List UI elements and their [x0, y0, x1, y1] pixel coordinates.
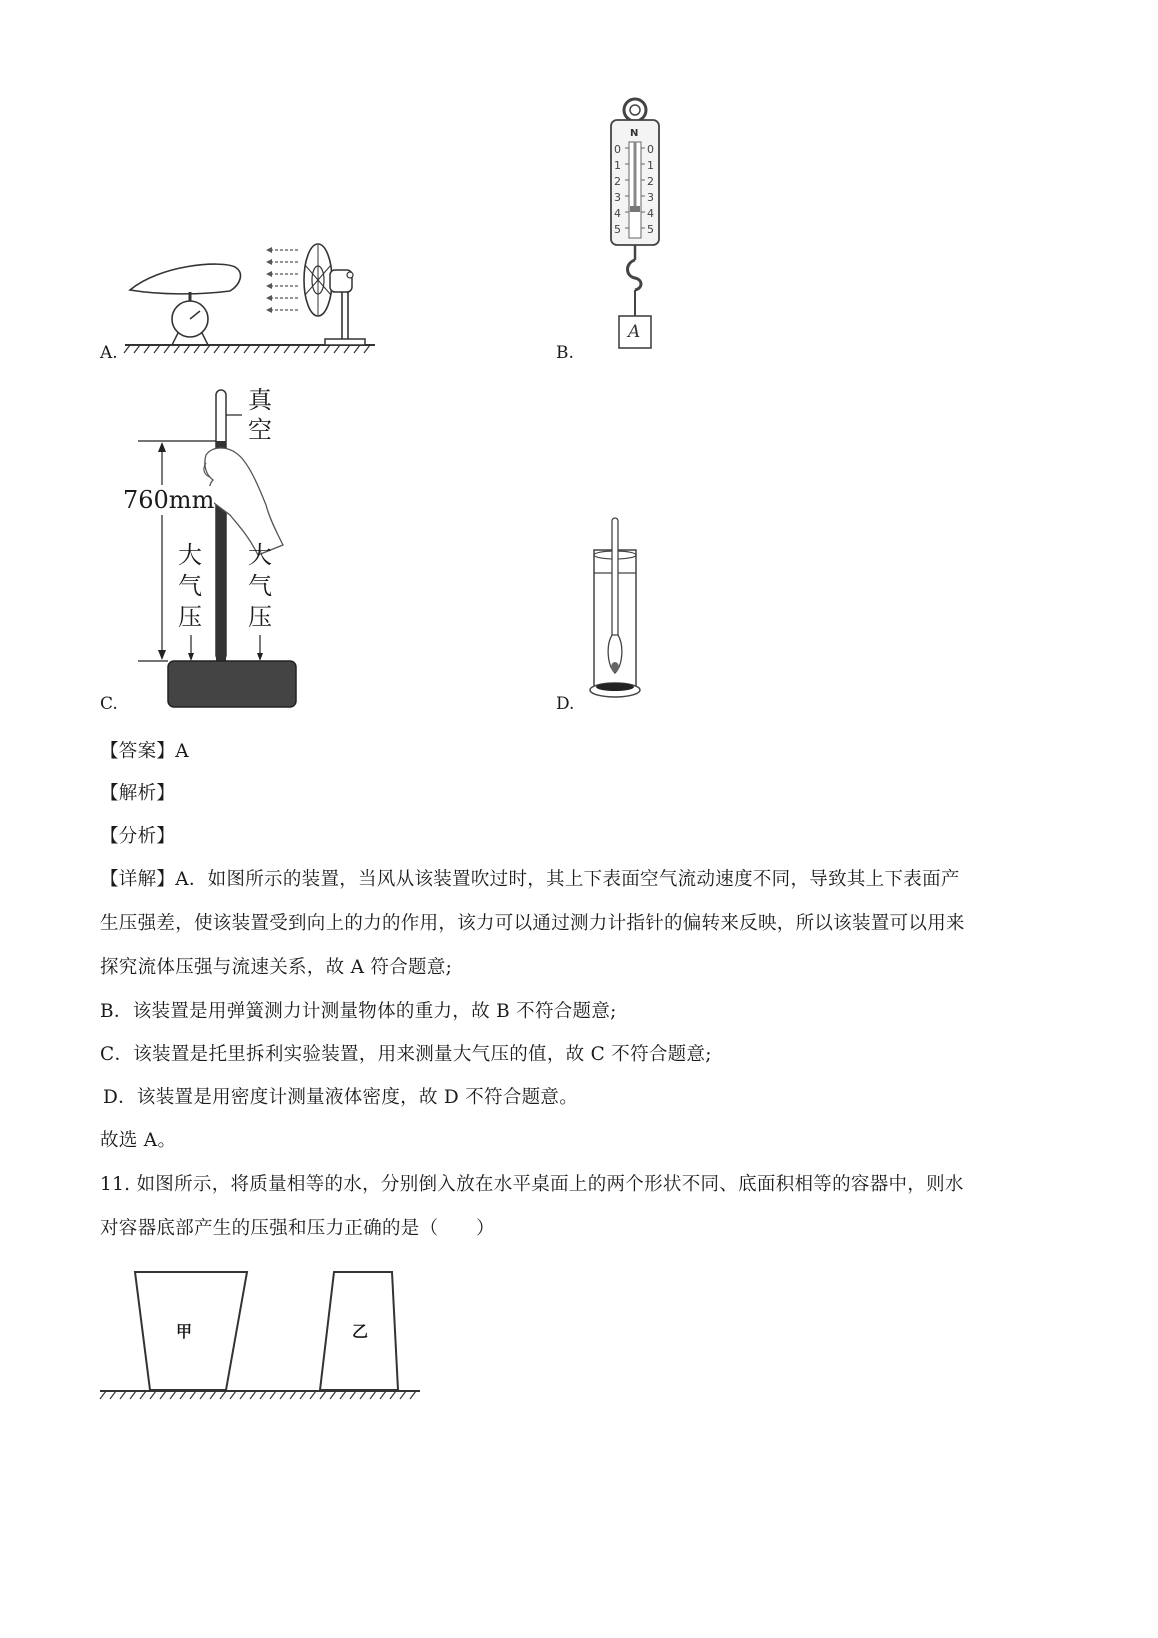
figure-c-torricelli: [118, 385, 308, 715]
conclusion: 故选 A。: [100, 1130, 177, 1151]
option-a-label: A.: [100, 343, 118, 363]
spring-scale-unit: N: [630, 128, 639, 139]
tick-label: 3: [647, 191, 654, 204]
fenxi-header: 【分析】: [100, 826, 176, 847]
container-right-label: 乙: [352, 1322, 369, 1341]
vacuum-char: 真: [248, 386, 272, 414]
vacuum-char: 空: [248, 416, 272, 444]
atm-char: 气: [248, 572, 272, 600]
spring-scale-ticks-left: [614, 142, 621, 238]
tick-label: 1: [614, 159, 621, 172]
option-c-label: C.: [100, 694, 118, 714]
atm-char: 压: [248, 603, 272, 631]
tick-label: 3: [614, 191, 621, 204]
option-b-label: B.: [556, 343, 574, 363]
option-b-explanation: B．该装置是用弹簧测力计测量物体的重力，故 B 不符合题意;: [100, 1001, 617, 1022]
height-label: 760mm: [123, 486, 215, 514]
figure-d-hydrometer: [580, 515, 650, 705]
atm-right-label: [248, 540, 272, 633]
tick-label: 4: [647, 207, 654, 220]
detail-line: 探究流体压强与流速关系，故 A 符合题意;: [100, 957, 453, 978]
figure-a-airfoil-fan: [120, 235, 390, 355]
tick-label: 5: [647, 223, 654, 236]
atm-char: 大: [178, 541, 202, 569]
answer-line: 【答案】A: [100, 741, 189, 762]
vacuum-label: [248, 385, 272, 445]
tick-label: 1: [647, 159, 654, 172]
tick-label: 5: [614, 223, 621, 236]
tick-label: 0: [647, 143, 654, 156]
option-d-label: D.: [556, 694, 575, 714]
atm-char: 气: [178, 572, 202, 600]
figure-containers: [100, 1265, 422, 1405]
analysis-header: 【解析】: [100, 783, 176, 804]
tick-label: 4: [614, 207, 621, 220]
question-11-line-2: 对容器底部产生的压强和压力正确的是（ ）: [100, 1218, 495, 1239]
spring-scale-ticks-right: [647, 142, 654, 238]
option-d-explanation: D．该装置是用密度计测量液体密度，故 D 不符合题意。: [103, 1087, 579, 1108]
detail-line: 【详解】A．如图所示的装置，当风从该装置吹过时，其上下表面空气流动速度不同，导致其上下表面产: [100, 869, 960, 890]
block-label: A: [628, 322, 641, 342]
tick-label: 2: [614, 175, 621, 188]
tick-label: 0: [614, 143, 621, 156]
option-c-explanation: C．该装置是托里拆利实验装置，用来测量大气压的值，故 C 不符合题意;: [100, 1044, 712, 1065]
atm-char: 压: [178, 603, 202, 631]
atm-left-label: [178, 540, 202, 633]
container-left-label: 甲: [176, 1322, 193, 1341]
atm-char: 大: [248, 541, 272, 569]
tick-label: 2: [647, 175, 654, 188]
question-11-line-1: 11. 如图所示，将质量相等的水，分别倒入放在水平桌面上的两个形状不同、底面积相等的容器中，则水: [100, 1174, 964, 1195]
detail-line: 生压强差，使该装置受到向上的力的作用，该力可以通过测力计指针的偏转来反映，所以该装置可以用来: [100, 913, 965, 934]
